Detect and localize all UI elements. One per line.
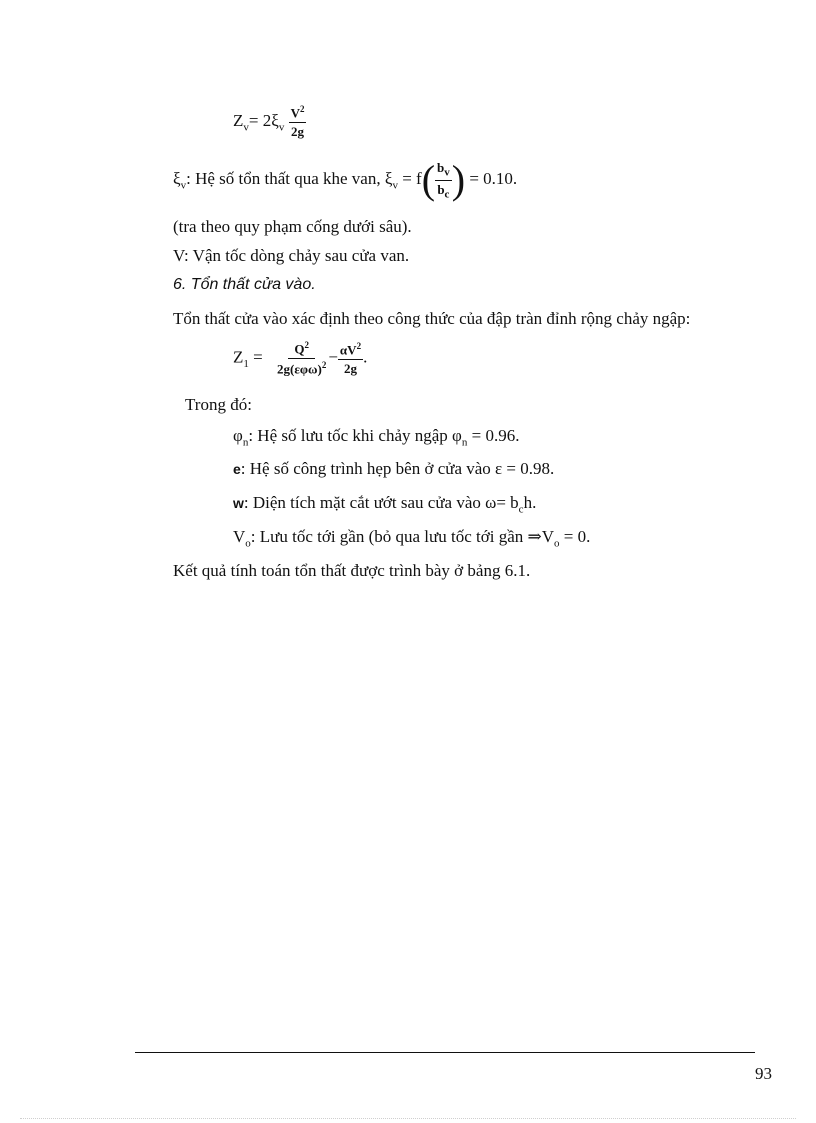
formula-z1	[233, 340, 367, 378]
z1-fraction-1	[275, 340, 328, 378]
phi-sub: n	[242, 436, 249, 449]
z1-lhs-sub: 1	[243, 358, 249, 371]
vo-text: : Lưu tốc tới gần (bỏ qua lưu tốc tới gần ⇒V	[250, 527, 555, 546]
z1-lhs: Z	[233, 347, 244, 367]
intro-line: Tổn thất cửa vào xác định theo công thức của đập tràn đỉnh rộng chảy ngập:	[173, 309, 691, 328]
z1-den1-sup: 2	[321, 360, 327, 371]
zv-num: V	[290, 105, 300, 121]
v-line: V: Vận tốc dòng chảy sau cửa van.	[173, 246, 410, 265]
xi-value: = 0.10.	[465, 169, 518, 188]
zv-fraction	[289, 104, 307, 140]
w-end: h.	[523, 493, 537, 512]
frac-num: b	[437, 160, 445, 175]
w-sub: c	[518, 503, 524, 516]
zv-coef: = 2ξ	[248, 111, 279, 131]
zv-coef-sub: v	[278, 121, 285, 134]
formula-zv	[233, 104, 306, 140]
bv-bc-fraction	[435, 160, 452, 200]
xi-eq: = f	[397, 169, 422, 188]
z1-fraction-2	[338, 341, 363, 377]
xi-sub2: v	[392, 179, 398, 192]
trong-do: Trong đó:	[185, 395, 252, 414]
phi-sub2: n	[461, 436, 468, 449]
z1-num1: Q	[294, 341, 305, 357]
frac-den-sub: c	[444, 188, 450, 201]
xi-line	[173, 157, 518, 203]
z1-eq: =	[253, 347, 263, 367]
z1-num2: αV	[339, 342, 357, 357]
vo-end: = 0.	[559, 527, 591, 546]
frac-num-sub: v	[444, 166, 450, 179]
xi-sub: v	[180, 179, 187, 192]
e-text: : Hệ số công trình hẹp bên ở cửa vào ε = 0.98.	[240, 459, 555, 478]
result-line: Kết quả tính toán tổn thất được trình bày ở bảng 6.1.	[173, 561, 531, 580]
zv-num-sup: 2	[299, 104, 305, 114]
xi-symbol: ξ	[173, 169, 181, 188]
z1-num2-sup: 2	[356, 340, 362, 351]
section-heading: 6. Tổn thất cửa vào.	[173, 276, 316, 293]
phi-line	[233, 426, 519, 448]
z1-num1-sup: 2	[304, 340, 309, 350]
phi-symbol: φ	[233, 426, 243, 445]
e-line	[233, 459, 554, 479]
tra-line: (tra theo quy phạm cống dưới sâu).	[173, 217, 412, 236]
page-bottom-dotted	[20, 1118, 796, 1119]
right-paren: )	[451, 157, 466, 203]
w-symbol: w	[233, 495, 244, 511]
frac-den: b	[437, 181, 445, 197]
e-symbol: e	[233, 461, 241, 477]
left-paren: (	[421, 157, 436, 203]
zv-lhs-sub: v	[243, 121, 249, 134]
vo-sub: o	[245, 537, 251, 550]
z1-minus: −	[328, 347, 338, 367]
footer-divider	[135, 1052, 755, 1053]
page-number: 93	[755, 1064, 772, 1083]
vo-sub2: o	[554, 537, 560, 550]
zv-den: 2g	[291, 124, 304, 140]
phi-text: : Hệ số lưu tốc khi chảy ngập φ	[248, 426, 462, 445]
vo-symbol: V	[233, 527, 246, 546]
phi-value: = 0.96.	[467, 426, 520, 445]
zv-lhs: Z	[233, 111, 244, 131]
z1-end: .	[363, 347, 368, 367]
z1-den2: 2g	[343, 361, 357, 376]
w-line	[233, 493, 536, 515]
vo-line	[233, 527, 590, 549]
xi-text: : Hệ số tổn thất qua khe van, ξ	[186, 169, 393, 188]
w-text: : Diện tích mặt cắt ướt sau cửa vào ω= b	[243, 493, 519, 512]
z1-den1: 2g(εφω)	[276, 361, 322, 377]
